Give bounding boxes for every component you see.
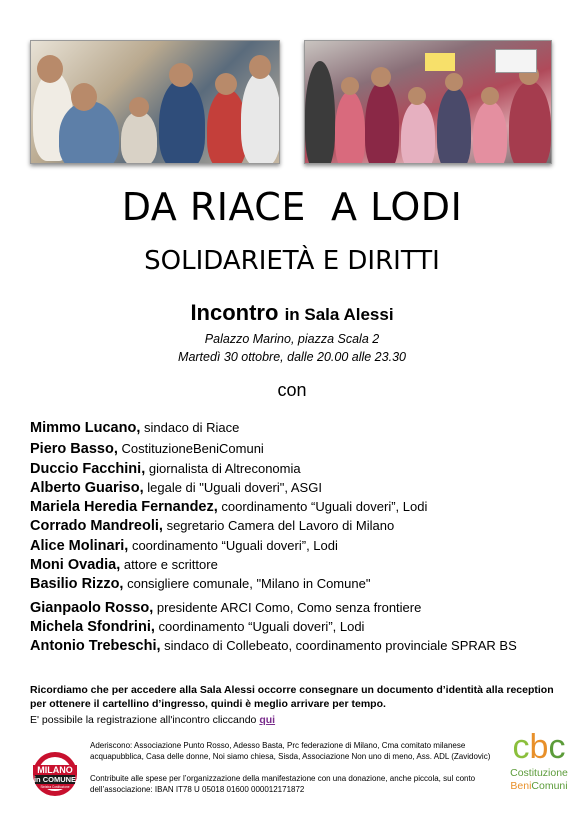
- registration-line: [30, 714, 275, 726]
- speaker-role: attore e scrittore: [123, 557, 218, 572]
- speaker-name: Alice Molinari,: [30, 538, 129, 554]
- speaker-row: [30, 518, 394, 534]
- meeting-heading: [0, 300, 584, 326]
- speaker-role: sindaco di Riace: [144, 420, 240, 435]
- milano-in-comune-logo: [32, 736, 78, 812]
- speaker-name: Corrado Mandreoli,: [30, 518, 163, 534]
- speaker-name: Gianpaolo Rosso,: [30, 600, 154, 616]
- speaker-role: CostituzioneBeniComuni: [121, 441, 264, 456]
- photo-lodi-demonstration: [304, 40, 552, 164]
- svg-text:MILANO: MILANO: [37, 765, 73, 775]
- speaker-row: [30, 538, 338, 554]
- speaker-name: Mimmo Lucano,: [30, 420, 141, 436]
- speaker-name: Mariela Heredia Fernandez,: [30, 499, 218, 515]
- speaker-name: Piero Basso,: [30, 441, 118, 457]
- with-label: con: [277, 380, 307, 400]
- cbc-line1: Costituzione: [510, 767, 568, 779]
- speaker-name: Antonio Trebeschi,: [30, 638, 161, 654]
- speaker-row: [30, 480, 322, 496]
- speaker-role: legale di "Uguali doveri", ASGI: [147, 480, 322, 495]
- speaker-role: coordinamento “Uguali doveri”, Lodi: [221, 499, 428, 514]
- speaker-row: [30, 557, 218, 573]
- access-notice: Ricordiamo che per accedere alla Sala Alessi occorre consegnare un documento d’identità alla reception per ottenere il cartellino d’ingresso, quindi è meglio arrivare per tempo.: [30, 684, 554, 710]
- adherents-list: Aderiscono: Associazione Punto Rosso, Adesso Basta, Prc federazione di Milano, Cma comitato milanese acquapubblica, Casa delle donne, Noi siamo chiesa, Sisda, Associazione Non uno di meno, Ass. ADL (Zavidovic): [90, 741, 491, 761]
- speaker-name: Duccio Facchini,: [30, 461, 146, 477]
- speaker-role: segretario Camera del Lavoro di Milano: [166, 518, 395, 533]
- contribution-info: Contribuite alle spese per l’organizzazione della manifestazione con una donazione, anche piccola, sul conto dell’associazione: IBAN IT78 U 05018 01600 000012171872: [90, 774, 476, 794]
- svg-text:in COMUNE: in COMUNE: [33, 775, 77, 784]
- photo-riace-children: [30, 40, 280, 164]
- speaker-name: Basilio Rizzo,: [30, 576, 124, 592]
- speaker-row: [30, 638, 517, 654]
- speaker-name: Moni Ovadia,: [30, 557, 121, 573]
- registration-text: E' possibile la registrazione all'incontro cliccando: [30, 714, 257, 726]
- meeting-location: in Sala Alessi: [284, 305, 394, 324]
- venue-place: Palazzo Marino, piazza Scala 2: [204, 332, 380, 346]
- speaker-row: [30, 441, 264, 457]
- event-title: DA RIACE A LODI: [121, 185, 463, 229]
- speaker-role: sindaco di Collebeato, coordinamento provinciale SPRAR BS: [164, 638, 517, 653]
- venue-date: Martedì 30 ottobre, dalle 20.00 alle 23.30: [178, 350, 406, 364]
- cbc-letters-icon: cbc: [512, 728, 566, 766]
- registration-link[interactable]: qui: [259, 714, 276, 726]
- svg-text:Sinistra Costituzione: Sinistra Costituzione: [40, 785, 70, 789]
- protest-sign: [425, 53, 455, 71]
- speaker-role: consigliere comunale, "Milano in Comune": [127, 576, 371, 591]
- costituzione-beni-comuni-logo: [507, 728, 571, 797]
- speaker-role: coordinamento “Uguali doveri”, Lodi: [131, 538, 338, 553]
- speaker-row: [30, 420, 239, 436]
- speaker-name: Alberto Guariso,: [30, 480, 144, 496]
- cbc-line2: BeniComuni: [510, 780, 568, 792]
- speaker-row: [30, 600, 421, 616]
- speaker-row: [30, 619, 364, 635]
- speaker-row: [30, 461, 301, 477]
- speaker-row: [30, 576, 370, 592]
- protest-sign: [495, 49, 537, 73]
- speaker-role: presidente ARCI Como, Como senza frontiere: [156, 600, 422, 615]
- speaker-name: Michela Sfondrini,: [30, 619, 155, 635]
- meeting-word: Incontro: [190, 300, 279, 325]
- speaker-row: [30, 499, 427, 515]
- speaker-role: coordinamento “Uguali doveri”, Lodi: [158, 619, 365, 634]
- speaker-role: giornalista di Altreconomia: [148, 461, 301, 476]
- event-subtitle: SOLIDARIETÀ E DIRITTI: [144, 246, 440, 276]
